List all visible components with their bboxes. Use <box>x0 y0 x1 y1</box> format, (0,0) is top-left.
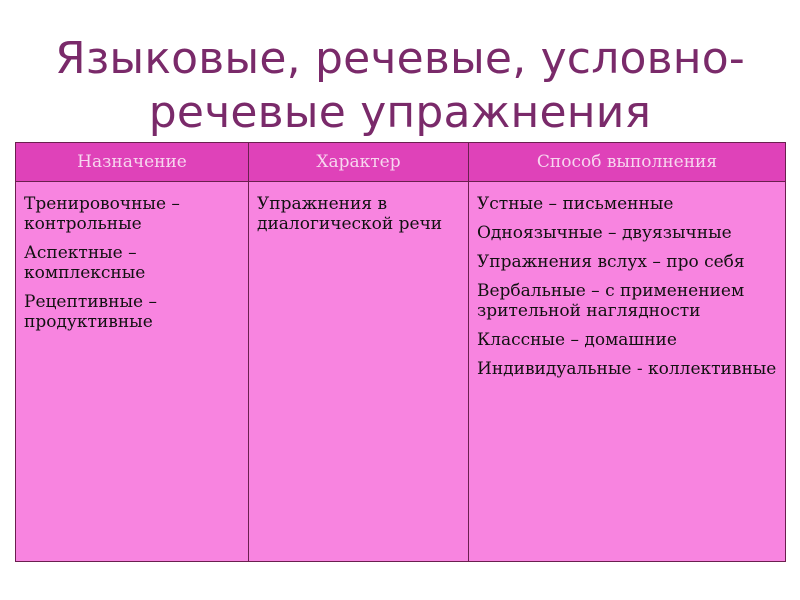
header-purpose: Назначение <box>16 143 249 182</box>
slide-title-line-1: Языковые, речевые, условно- <box>55 33 745 84</box>
method-cell <box>469 182 786 562</box>
header-method: Способ выполнения <box>469 143 786 182</box>
list-item: Вербальные – с применением зрительной наглядности <box>477 281 745 321</box>
list-item: Индивидуальные - коллективные <box>477 359 777 379</box>
table-row <box>16 182 786 562</box>
exercises-table <box>15 142 786 562</box>
list-item: Классные – домашние <box>477 330 677 350</box>
list-item: Аспектные – комплексные <box>24 243 146 283</box>
header-character: Характер <box>249 143 469 182</box>
slide-title-line-2: речевые упражнения <box>148 87 652 138</box>
list-item: Тренировочные – контрольные <box>24 194 180 234</box>
list-item: Рецептивные – продуктивные <box>24 292 157 332</box>
list-item: Устные – письменные <box>477 194 674 214</box>
purpose-cell <box>16 182 249 562</box>
list-item: Упражнения вслух – про себя <box>477 252 745 272</box>
list-item: Одноязычные – двуязычные <box>477 223 732 243</box>
table-header-row <box>16 143 786 182</box>
slide-title <box>0 32 800 140</box>
list-item: Упражнения в диалогической речи <box>257 194 443 234</box>
character-cell <box>249 182 469 562</box>
